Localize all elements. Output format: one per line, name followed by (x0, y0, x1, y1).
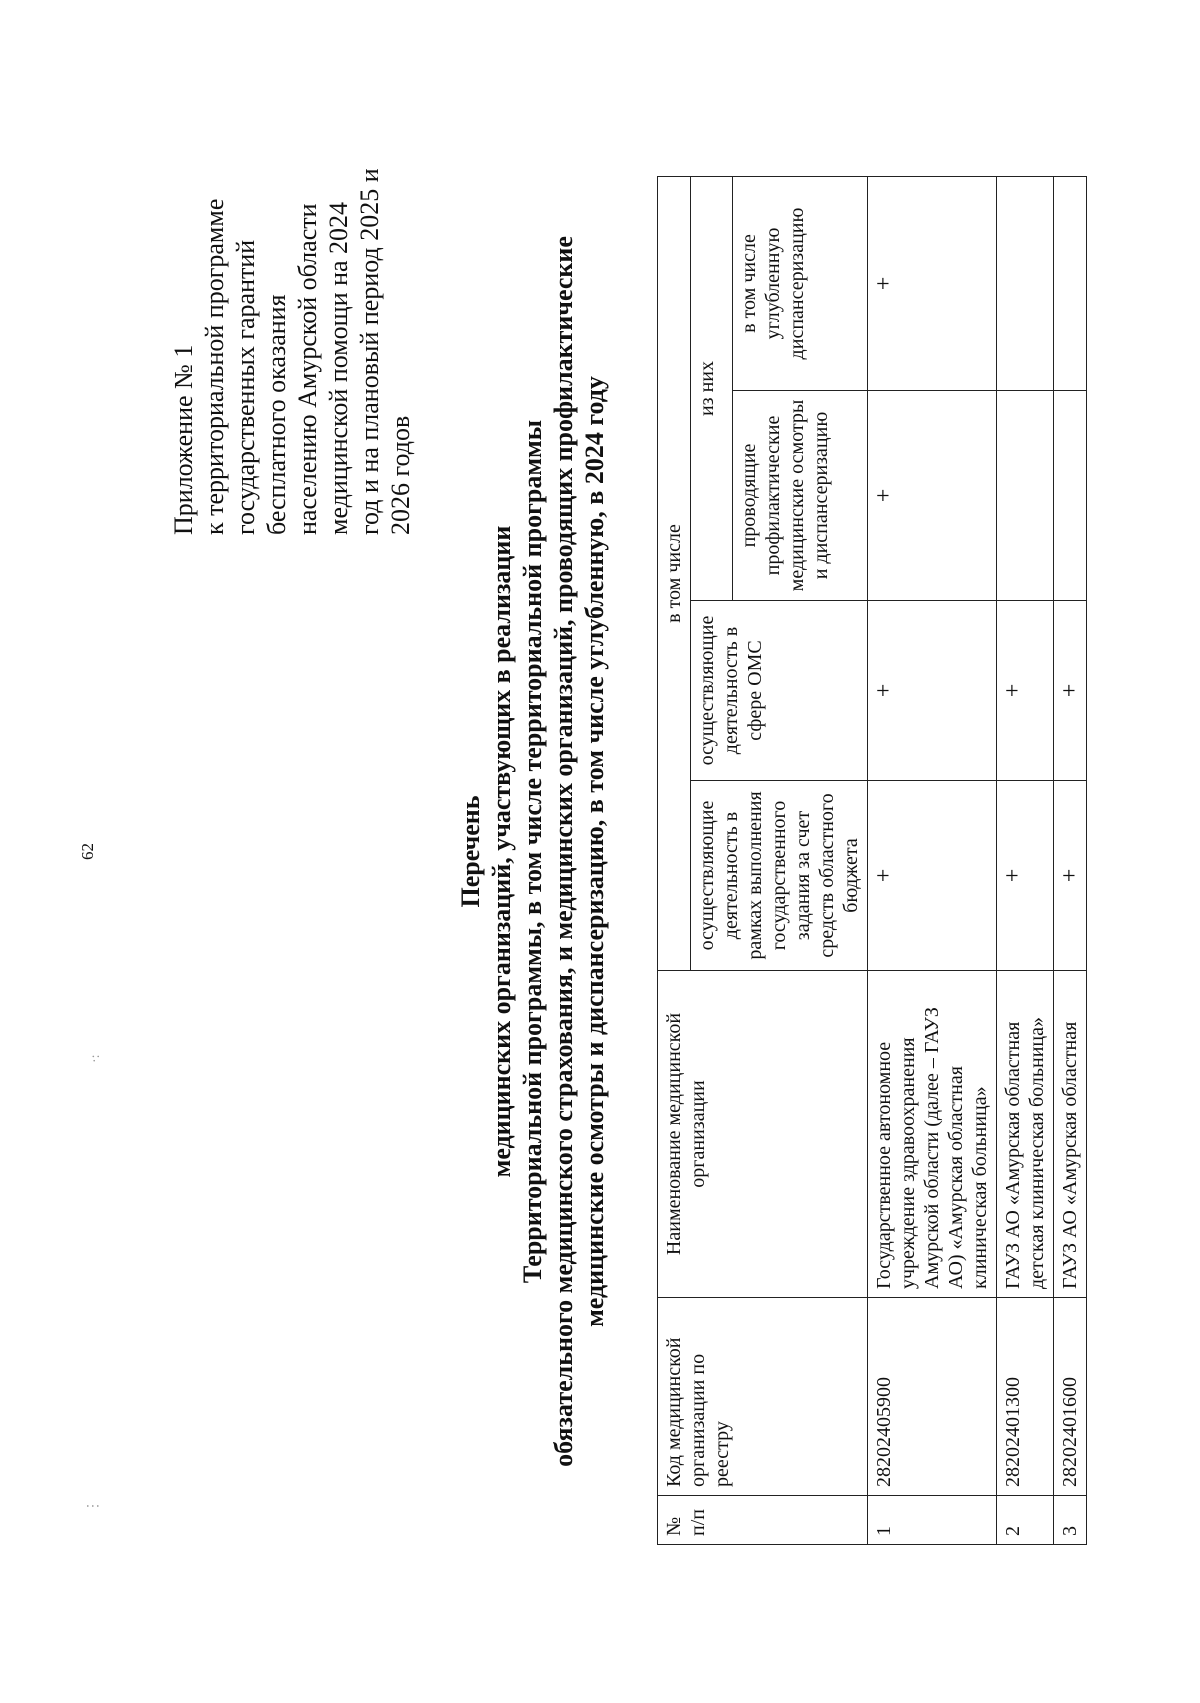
cell-code: 28202405900 (868, 1298, 997, 1496)
annex-line: 2026 годов (386, 415, 415, 535)
cell-prof (1054, 391, 1087, 601)
header-name: Наименование медицинской организации (658, 971, 868, 1298)
annex-line: Приложение № 1 (169, 344, 198, 535)
annex-line: медицинской помощи на 2024 (324, 201, 353, 535)
annex-note (168, 55, 416, 535)
heading-line: обязательного медицинского страхования, и медицинских организаций, проводящих профилактические (549, 236, 578, 1467)
annex-line: год и на плановый период 2025 и (355, 168, 384, 535)
cell-prof (997, 391, 1054, 601)
cell-budget: + (868, 781, 997, 971)
header-oms: осуществляющие деятельность в сфере ОМС (691, 601, 868, 781)
cell-budget: + (997, 781, 1054, 971)
cell-code: 28202401600 (1054, 1298, 1087, 1496)
cell-oms: + (997, 601, 1054, 781)
heading-line: медицинские осмотры и диспансеризацию, в том числе углубленную, в 2024 году (580, 376, 609, 1327)
annex-line: населению Амурской области (293, 203, 322, 535)
page-number: 62 (78, 843, 97, 860)
heading-line: медицинских организаций, участвующих в реализации (487, 525, 516, 1178)
annex-line: бесплатного оказания (262, 294, 291, 535)
header-deep: в том числе углубленную диспансеризацию (733, 177, 868, 391)
header-of-them: из них (691, 177, 733, 601)
table-row (997, 177, 1054, 1545)
cell-name: ГАУЗ АО «Амурская областная детская клиническая больница» (997, 971, 1054, 1298)
cell-name: Государственное автономное учреждение здравоохранения Амурской области (далее – ГАУЗ АО) «Амурская областная клиническая больница» (868, 971, 997, 1298)
annex-line: государственных гарантий (231, 239, 260, 535)
scan-speck: ⋮ (86, 1499, 101, 1513)
header-budget: осуществляющие деятельность в рамках выполнения государственного задания за счет средств областного бюджета (691, 781, 868, 971)
cell-deep (1054, 177, 1087, 391)
cell-oms: + (1054, 601, 1087, 781)
header-no: № п/п (658, 1496, 868, 1545)
header-in-total: в том числе (658, 177, 691, 971)
cell-code: 28202401300 (997, 1298, 1054, 1496)
table-row (1054, 177, 1087, 1545)
cell-no: 3 (1054, 1496, 1087, 1545)
header-code: Код медицинской организации по реестру (658, 1298, 868, 1496)
header-prof: проводящие профилактические медицинские осмотры и диспансеризацию (733, 391, 868, 601)
heading-line: Территориальной программы, в том числе территориальной программы (518, 419, 547, 1284)
cell-no: 2 (997, 1496, 1054, 1545)
cell-oms: + (868, 601, 997, 781)
header-row (658, 177, 691, 1545)
cell-deep (997, 177, 1054, 391)
cell-name: ГАУЗ АО «Амурская областная (1054, 971, 1087, 1298)
cell-deep: + (868, 177, 997, 391)
document-heading (455, 0, 610, 1703)
annex-line: к территориальной программе (200, 198, 229, 535)
scan-speck: ·: (88, 1054, 103, 1063)
cell-prof: + (868, 391, 997, 601)
table-row (868, 177, 997, 1545)
cell-budget: + (1054, 781, 1087, 971)
organizations-table (657, 176, 1087, 1545)
heading-line: Перечень (456, 795, 485, 908)
cell-no: 1 (868, 1496, 997, 1545)
